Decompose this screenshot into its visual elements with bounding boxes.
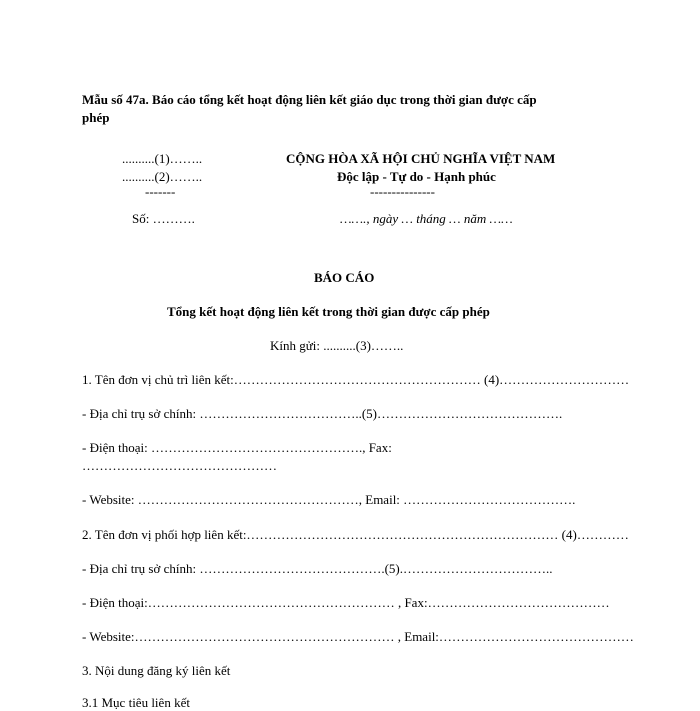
national-motto: Độc lập - Tự do - Hạnh phúc [337, 169, 496, 184]
lead-unit-address: - Địa chỉ trụ sở chính: ………………………………..(5)……………………………………. [82, 406, 563, 421]
partner-unit-phone-fax: - Điện thoại:………………………………………………… , Fax:…………………………………… [82, 595, 610, 610]
partner-unit-website-email: - Website:…………………………………………………… , Email:……………………………………… [82, 629, 634, 644]
partner-unit-address: - Địa chỉ trụ sở chính: …………………………………….(5).…………………………….. [82, 561, 553, 576]
report-subtitle: Tổng kết hoạt động liên kết trong thời gian được cấp phép [167, 304, 490, 319]
right-header-separator: --------------- [370, 184, 435, 199]
subsection-objectives: 3.1 Mục tiêu liên kết [82, 695, 190, 710]
report-title: BÁO CÁO [314, 270, 375, 285]
issuing-authority-line: ..........(1)…….. [122, 151, 203, 166]
partner-unit-name: 2. Tên đơn vị phối hợp liên kết:……………………………………………………………… (4)………… [82, 527, 629, 542]
issuing-unit-line: ..........(2)…….. [122, 169, 203, 184]
addressee: Kính gửi: ..........(3)…….. [270, 338, 404, 353]
country-name: CỘNG HÒA XÃ HỘI CHỦ NGHĨA VIỆT NAM [286, 151, 556, 166]
left-header-separator: ------- [145, 184, 176, 199]
lead-unit-fax-continued: ……………………………………… [82, 458, 277, 473]
document-date: ……., ngày … tháng … năm …… [340, 211, 513, 226]
document-number: Số: ………. [132, 211, 195, 226]
lead-unit-phone-fax: - Điện thoại: …………………………………………., Fax: [82, 440, 392, 455]
lead-unit-website-email: - Website: ……………………………………………, Email: …………………………………. [82, 492, 576, 507]
section-registration-content: 3. Nội dung đăng ký liên kết [82, 663, 231, 678]
lead-unit-name: 1. Tên đơn vị chủ trì liên kết:………………………………………………… (4)………………………… [82, 372, 630, 387]
form-heading-line1: Mẫu số 47a. Báo cáo tổng kết hoạt động liên kết giáo dục trong thời gian được cấp [82, 92, 537, 107]
form-heading-line2: phép [82, 110, 110, 125]
